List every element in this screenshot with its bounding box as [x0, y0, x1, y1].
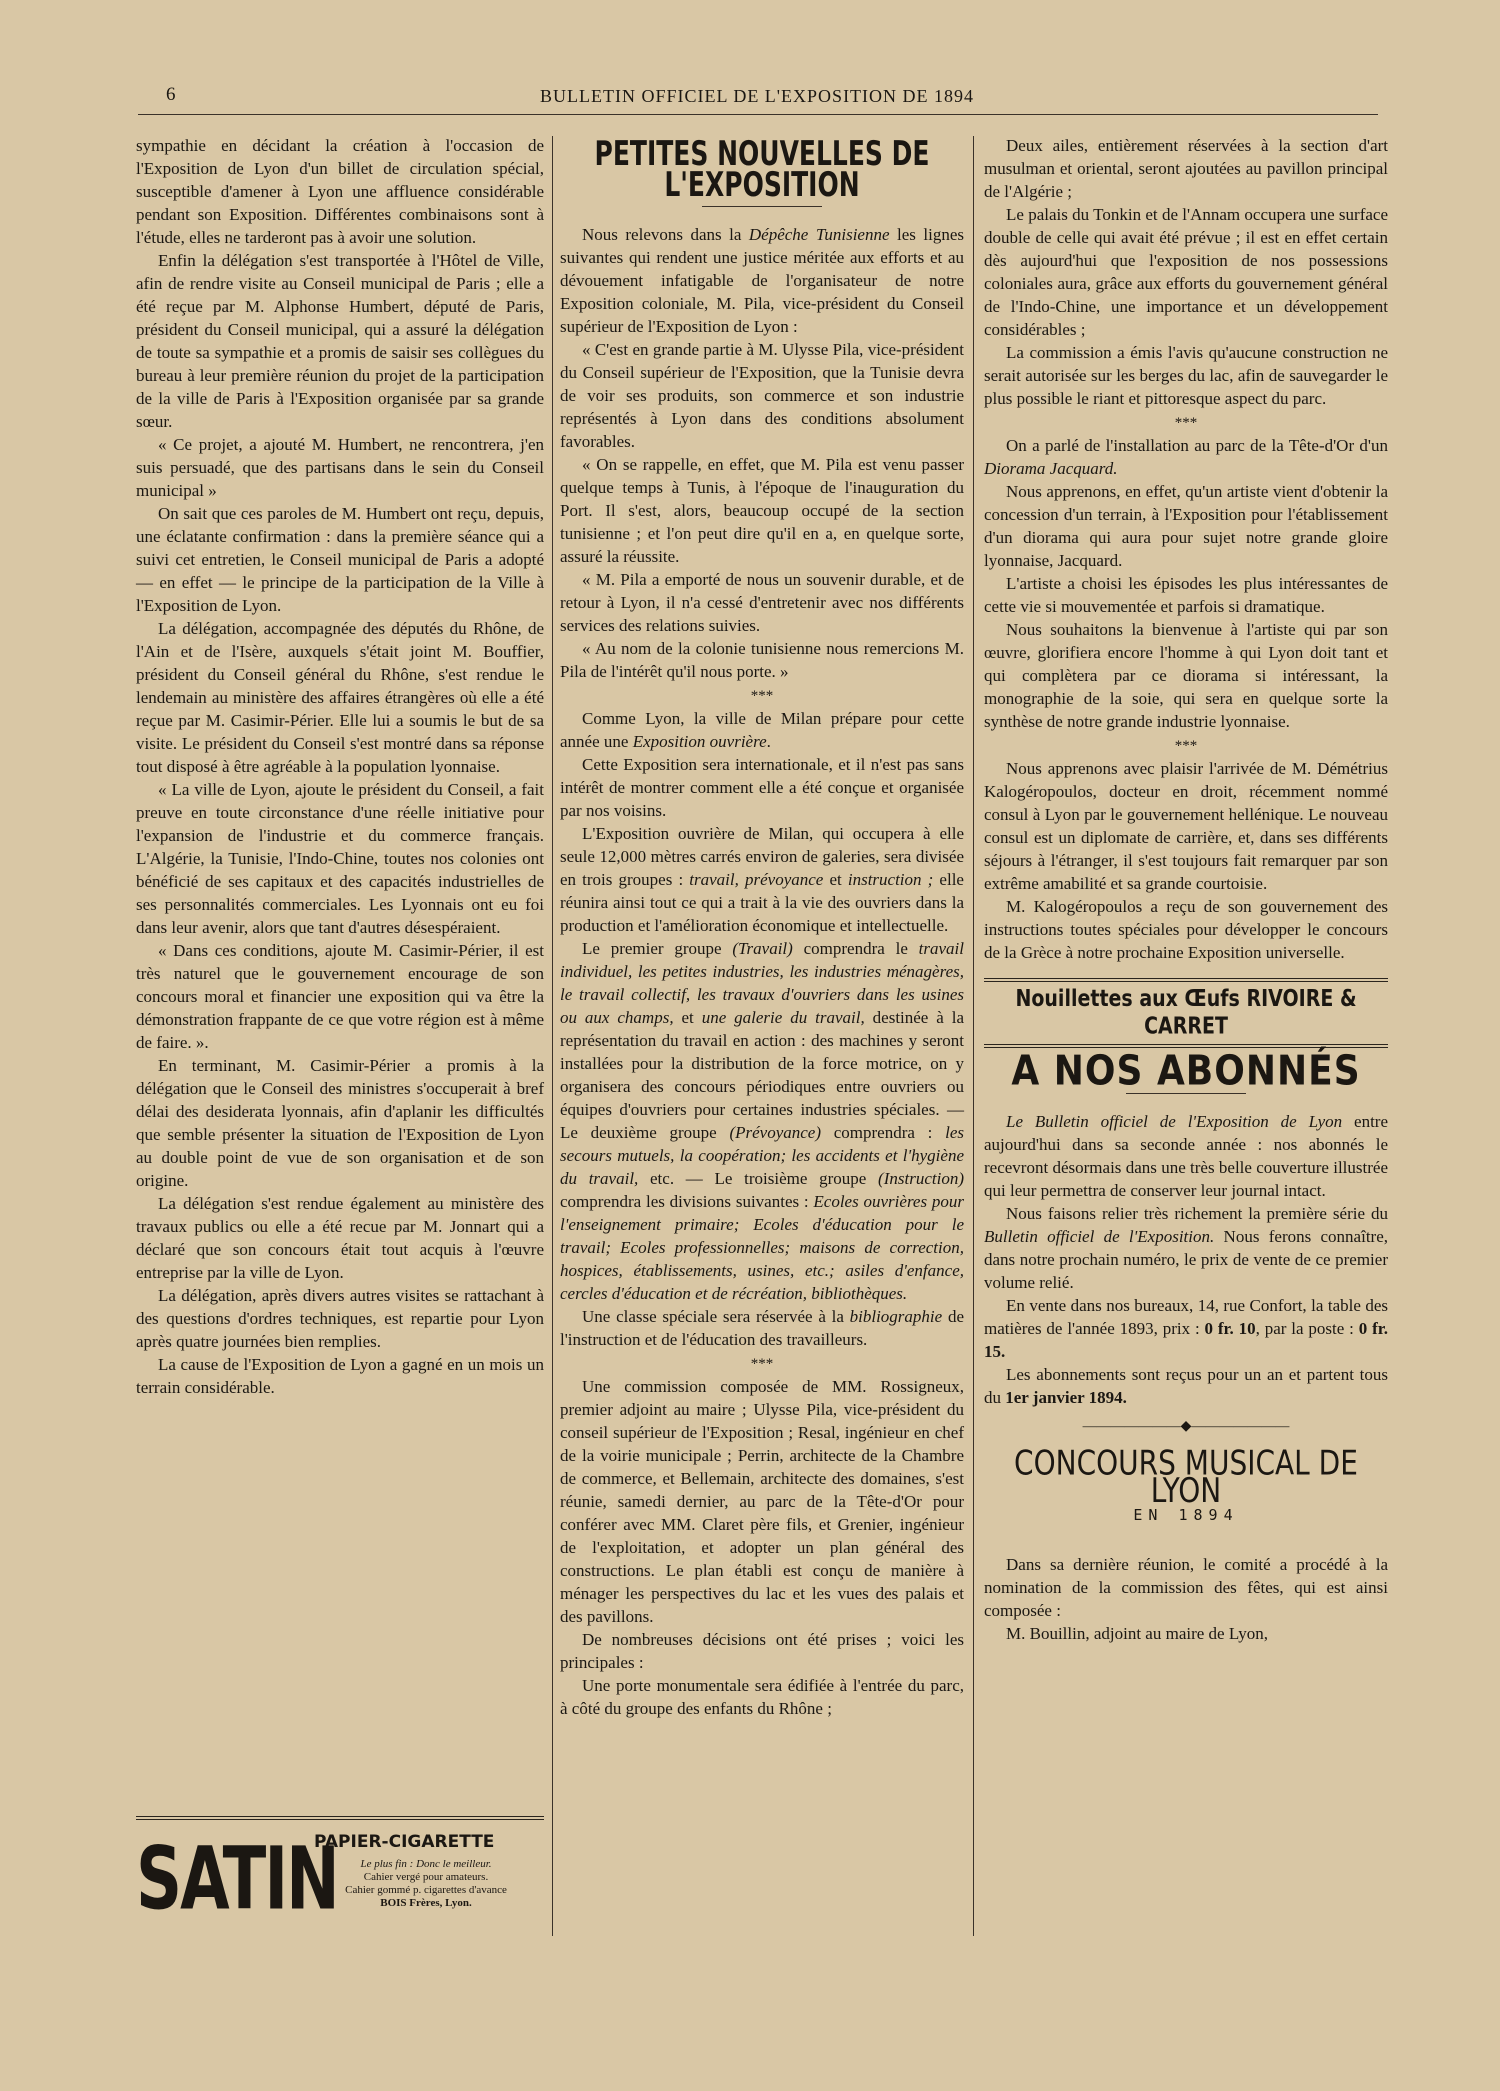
- quote-paragraph: « C'est en grande partie à M. Ulysse Pila, vice-président du Conseil supérieur de l'Exposition, que la Tunisie devra de voir ses produits, son commerce et son industrie représentés à Lyon dans des conditions absolument favorables.: [560, 340, 964, 451]
- quote-paragraph: « Au nom de la colonie tunisienne nous remercions M. Pila de l'intérêt qu'il nous porte. »: [560, 639, 964, 681]
- paragraph: La délégation, après divers autres visites se rattachant à des questions d'ordres techniques, est repartie pour Lyon après quatre journées bien remplies.: [136, 1286, 544, 1351]
- satin-line: BOIS Frères, Lyon.: [380, 1897, 472, 1909]
- column-1: [136, 134, 544, 1399]
- quote-paragraph: « M. Pila a emporté de nous un souvenir durable, et de retour à Lyon, il n'a cessé d'entretenir avec nos différents services des relations suivies.: [560, 570, 964, 635]
- running-head: BULLETIN OFFICIEL DE L'EXPOSITION DE 1894: [540, 86, 975, 106]
- paragraph: sympathie en décidant la création à l'occasion de l'Exposition de Lyon d'un billet de circulation spécial, susceptible d'amener à Lyon une affluence considérable pendant son Exposition. Différentes combinaisons sont à l'étude, elles ne tarderont pas à avoir une solution.: [136, 136, 544, 247]
- section-stars: ***: [750, 1356, 774, 1372]
- title-rule: [702, 206, 822, 207]
- paragraph: En terminant, M. Casimir-Périer a promis à la délégation que le Conseil des ministres s'occuperait à bref délai des desiderata lyonnais, afin d'aplanir les difficultés que semble présenter la situation de l'Exposition de Lyon au double point de vue de son organisation et de son origine.: [136, 1056, 544, 1190]
- ad-rule: [984, 978, 1388, 982]
- paragraph: Une porte monumentale sera édifiée à l'entrée du parc, à côté du groupe des enfants du Rhône ;: [560, 1676, 964, 1718]
- paragraph: Cette Exposition sera internationale, et il n'est pas sans intérêt de montrer comment elle a été conçue et organisée par nos voisins.: [560, 755, 964, 820]
- paragraph: De nombreuses décisions ont été prises ; voici les principales :: [560, 1630, 964, 1672]
- concours-subtitle: EN 1894: [1133, 1506, 1239, 1524]
- column-rule: [552, 136, 553, 1936]
- satin-brand: SATIN: [136, 1830, 338, 1930]
- rivoire-carret-ad: Nouillettes aux Œufs RIVOIRE & CARRET: [1015, 985, 1357, 1040]
- paragraph: La délégation, accompagnée des députés du Rhône, de l'Ain et de l'Isère, auxquels s'était joint M. Bouffier, président du Conseil général du Rhône, s'est rendue le lendemain au ministère des affaires étrangères où elle a été reçue par M. Casimir-Périer. Elle lui a soumis le but de sa visite. Le président du Conseil s'est montré dans sa réponse tout disposé à être agréable à la population lyonnaise.: [136, 619, 544, 776]
- abonnes-title: A NOS ABONNÉS: [1011, 1047, 1361, 1096]
- column-rule: [973, 136, 974, 1936]
- paragraph: « La ville de Lyon, ajoute le président du Conseil, a fait preuve en toute circonstance d'une réelle initiative pour l'expansion de l'industrie et du commerce français. L'Algérie, la Tunisie, l'Indo-Chine, toutes nos colonies ont bénéficié de ses capitaux et des capacités industrielles de ses personnalités commerciales. Les Lyonnais ont eu foi dans leur avenir, alors que tant d'autres désespéraient.: [136, 780, 544, 937]
- paragraph: Nous apprenons avec plaisir l'arrivée de M. Démétrius Kalogéropoulos, docteur en droit, récemment nommé consul à Lyon par le gouvernement hellénique. Le nouveau consul est un diplomate de carrière, et, dans ses différents séjours à l'étranger, il s'est toujours fait remarquer par son extrême amabilité et sa grande courtoisie.: [984, 759, 1388, 893]
- page-number: 6: [166, 84, 176, 105]
- section-stars: ***: [1174, 415, 1198, 431]
- section-stars: ***: [750, 688, 774, 704]
- paragraph: M. Bouillin, adjoint au maire de Lyon,: [1006, 1624, 1269, 1643]
- satin-line: Cahier vergé pour amateurs.: [363, 1871, 489, 1883]
- paragraph: L'artiste a choisi les épisodes les plus intéressantes de cette vie si mouvementée et parfois si dramatique.: [984, 574, 1388, 616]
- satin-title: PAPIER-CIGARETTE: [314, 1832, 495, 1852]
- paragraph: Une commission composée de MM. Rossigneux, premier adjoint au maire ; Ulysse Pila, vice-président du conseil supérieur de l'Exposition ; Resal, ingénieur en chef de la voirie municipale ; Perrin, architecte de la Chambre de commerce, et Bellemain, architecte des domaines, s'est réunie, samedi dernier, au parc de la Tête-d'Or pour conférer avec MM. Claret père fils, et Grenier, ingénieur de l'exploitation, et adopter un plan général des constructions. Le plan établi est conçu de manière à ménager les perspectives du lac et les vues des palais et des pavillons.: [560, 1377, 964, 1626]
- paragraph: On sait que ces paroles de M. Humbert ont reçu, depuis, une éclatante confirmation : dans la première séance qui a suivi cet entretien, le Conseil municipal de Paris a adopté — en effet — le principe de la participation de la Ville à l'Exposition de Lyon.: [136, 504, 544, 615]
- paragraph: Le Bulletin officiel de l'Exposition de Lyon entre aujourd'hui dans sa seconde année : nos abonnés le recevront désormais dans une très belle couverture illustrée qui leur permettra de conserver leur journal intact.: [984, 1112, 1389, 1200]
- satin-line: Cahier gommé p. cigarettes d'avance: [345, 1884, 507, 1896]
- paragraph: Le premier groupe (Travail) comprendra le travail individuel, les petites industries, les industries ménagères, le travail collectif, les travaux d'ouvriers dans les usines ou aux champs, et une galerie du travail, destinée à la représentation du travail en action : des machines y seront installées pour la distribution de la force motrice, on y organisera des concours périodiques entre ouvriers ou équipes d'ouvriers pour certaines industries spéciales. — Le deuxième groupe (Prévoyance) comprendra : les secours mutuels, la coopération; les accidents et l'hygiène du travail, etc. — Le troisième groupe (Instruction) comprendra les divisions suivantes : Ecoles ouvrières pour l'enseignement primaire; Ecoles d'éducation pour le travail; Ecoles professionnelles; maisons de correction, hospices, établissements, usines, etc.; asiles d'enfance, cercles d'éducation et de récréation, bibliothèques.: [560, 939, 965, 1303]
- paragraph: La commission a émis l'avis qu'aucune construction ne serait autorisée sur les berges du lac, afin de sauvegarder le plus possible le riant et pittoresque aspect du parc.: [984, 343, 1388, 408]
- paragraph: Enfin la délégation s'est transportée à l'Hôtel de Ville, afin de rendre visite au Conseil municipal de Paris ; elle a été reçue par M. Alphonse Humbert, député de Paris, président du Conseil municipal, qui a assuré la délégation de toute sa sympathie et a promis de saisir ses collègues du bureau à leur première réunion du projet de la participation de la ville de Paris à l'Exposition organisée par sa grande sœur.: [136, 251, 544, 431]
- paragraph: Une classe spéciale sera réservée à la bibliographie de l'instruction et de l'éducation des travailleurs.: [560, 1307, 964, 1349]
- section-title: PETITES NOUVELLES DE L'EXPOSITION: [594, 133, 930, 205]
- satin-lines: [308, 1858, 544, 1910]
- column-3: [984, 134, 1388, 1645]
- paragraph: Comme Lyon, la ville de Milan prépare pour cette année une Exposition ouvrière.: [560, 709, 964, 751]
- paragraph: Deux ailes, entièrement réservées à la section d'art musulman et oriental, seront ajoutées au pavillon principal de l'Algérie ;: [984, 136, 1388, 201]
- paragraph: Dans sa dernière réunion, le comité a procédé à la nomination de la commission des fêtes, qui est ainsi composée :: [984, 1555, 1388, 1620]
- paragraph: L'Exposition ouvrière de Milan, qui occupera à elle seule 12,000 mètres carrés environ de galeries, sera divisée en trois groupes : travail, prévoyance et instruction ; elle réunira ainsi tout ce qui a trait à la vie des ouvriers dans la production et l'amélioration économique et intellectuelle.: [560, 824, 964, 935]
- paragraph: Le palais du Tonkin et de l'Annam occupera une surface double de celle qui avait été prévue ; il est en effet certain dès aujourd'hui que l'exposition de nos possessions coloniales aura, grâce aux efforts du gouvernement général de l'Indo-Chine, une importance et un développement considérables ;: [984, 205, 1388, 339]
- paragraph: On a parlé de l'installation au parc de la Tête-d'Or d'un Diorama Jacquard.: [984, 436, 1388, 478]
- ornament-rule: ———————◆———————: [1082, 1419, 1290, 1434]
- paragraph: Les abonnements sont reçus pour un an et partent tous du 1er janvier 1894.: [984, 1365, 1388, 1407]
- column-2: [560, 134, 964, 1720]
- header-rule: [138, 114, 1378, 115]
- paragraph: « Dans ces conditions, ajoute M. Casimir-Périer, il est très naturel que le gouvernement encourage de son concours moral et financier une exposition qui va être la démonstration frappante de ce que votre région est à même de faire. ».: [136, 941, 544, 1052]
- paragraph: La cause de l'Exposition de Lyon a gagné en un mois un terrain considérable.: [136, 1355, 544, 1397]
- satin-advertisement: [136, 1820, 544, 1930]
- paragraph: En vente dans nos bureaux, 14, rue Confort, la table des matières de l'année 1893, prix : 0 fr. 10, par la poste : 0 fr. 15.: [984, 1296, 1388, 1361]
- quote-paragraph: « On se rappelle, en effet, que M. Pila est venu passer quelque temps à Tunis, à l'époque de l'inauguration du Port. Il s'est, alors, beaucoup occupé de la section tunisienne ; et l'on peut dire qu'il en a, en quelque sorte, assuré la réussite.: [560, 455, 964, 566]
- satin-line: Le plus fin : Donc le meilleur.: [360, 1858, 492, 1870]
- paragraph: « Ce projet, a ajouté M. Humbert, ne rencontrera, j'en suis persuadé, que des partisans dans le sein du Conseil municipal »: [136, 435, 544, 500]
- paragraph: La délégation s'est rendue également au ministère des travaux publics ou elle a été recue par M. Jonnart qui a déclaré que son concours était tout acquis à l'œuvre entreprise par la ville de Lyon.: [136, 1194, 544, 1282]
- concours-title: CONCOURS MUSICAL DE LYON: [1014, 1443, 1358, 1511]
- paragraph: Nous souhaitons la bienvenue à l'artiste qui par son œuvre, glorifiera encore l'homme à qui Lyon doit tant et qui complètera par ce diorama si intéressant, la monographie de la soie, qui sera en quelque sorte la synthèse de notre grande industrie lyonnaise.: [984, 620, 1388, 731]
- paragraph: Nous apprenons, en effet, qu'un artiste vient d'obtenir la concession d'un terrain, à l'Exposition pour l'établissement d'un diorama qui aura pour sujet notre grande gloire lyonnaise, Jacquard.: [984, 482, 1388, 570]
- paragraph: M. Kalogéropoulos a reçu de son gouvernement des instructions toutes spéciales pour développer le concours de la Grèce à notre prochaine Exposition universelle.: [984, 897, 1388, 962]
- paragraph: Nous relevons dans la Dépêche Tunisienne les lignes suivantes qui rendent une justice méritée aux efforts et au dévouement infatigable de l'organisateur de notre Exposition coloniale, M. Pila, vice-président du Conseil supérieur de l'Exposition de Lyon :: [560, 225, 964, 336]
- paragraph: Nous faisons relier très richement la première série du Bulletin officiel de l'Exposition. Nous ferons connaître, dans notre prochain numéro, le prix de vente de ce premier volume relié.: [984, 1204, 1388, 1292]
- section-stars: ***: [1174, 738, 1198, 754]
